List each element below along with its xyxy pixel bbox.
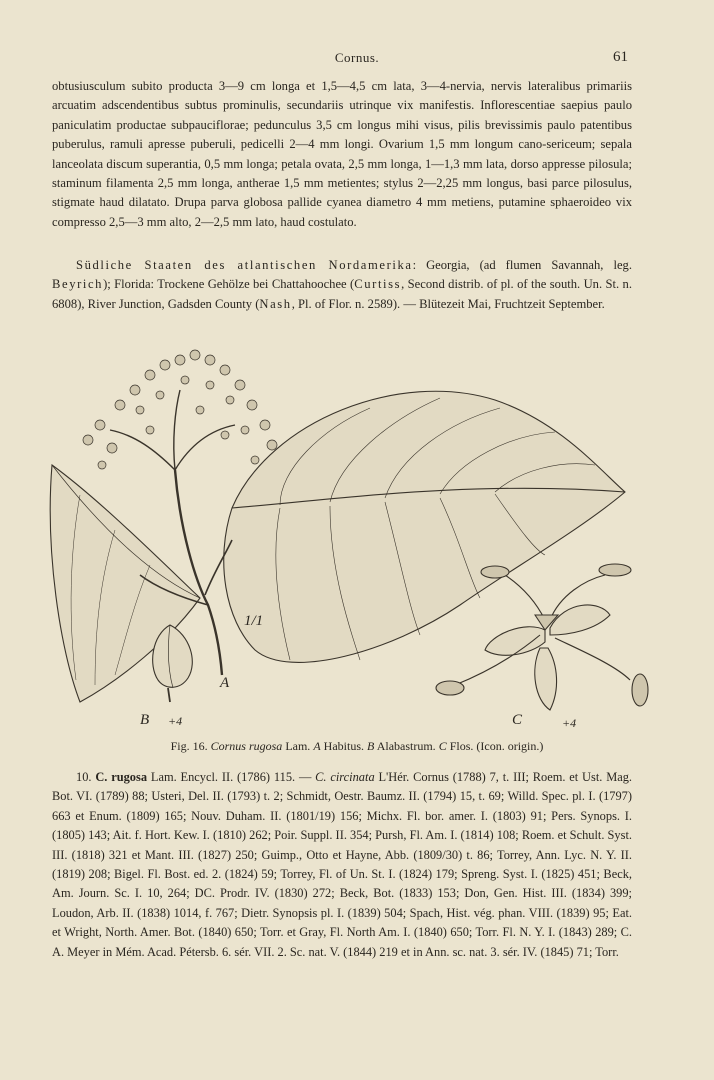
caption-letter-a: A <box>313 739 321 753</box>
distribution-text-a: : Georgia, (ad flumen Savannah, leg. <box>412 258 632 272</box>
figure-label-c: C <box>512 712 523 728</box>
caption-alabastrum: Alabastrum. <box>376 739 436 753</box>
distribution-paragraph <box>52 256 632 314</box>
running-head <box>0 50 714 70</box>
figure-caption <box>0 739 714 754</box>
caption-author: Lam. <box>285 739 311 753</box>
caption-fig-number: Fig. 16. <box>170 739 208 753</box>
species-entry <box>52 768 632 962</box>
collector-nash: Nash <box>259 296 292 311</box>
collector-curtiss: Curtiss <box>354 277 402 292</box>
collector-beyrich: Beyrich <box>52 277 104 292</box>
page-number: 61 <box>613 49 628 65</box>
entry-number: 10. <box>76 770 92 784</box>
running-title: Cornus. <box>334 50 380 65</box>
entry-species-name: C. rugosa <box>95 770 148 784</box>
description-paragraph <box>52 77 632 232</box>
flower-bud-drawing <box>153 625 193 702</box>
figure-label-c-magnification: +4 <box>562 716 577 730</box>
caption-letter-c: C <box>438 739 447 753</box>
figure-label-a: A <box>220 675 230 691</box>
figure-label-b: B <box>140 712 150 728</box>
distribution-text-c: , Second distrib. of pl. of the south. Un. St. n. 6808), River Junction, Gadsden County ( <box>52 277 632 311</box>
distribution-text-b: ); Florida: Trockene Gehölze bei Chattahoochee ( <box>103 277 355 292</box>
botanical-illustration <box>40 330 680 730</box>
caption-habitus: Habitus. <box>323 739 364 753</box>
distribution-text-d: , Pl. of Flor. n. 2589). — Blütezeit Mai, Fruchtzeit September. <box>291 296 605 311</box>
caption-species: Cornus rugosa <box>210 739 283 753</box>
entry-citation: Lam. Encycl. II. (1786) 115. — <box>150 770 316 784</box>
distribution-region: Südliche Staaten des atlantischen Nordamerika <box>76 258 413 272</box>
description-text: obtusiusculum subito producta 3—9 cm longa et 1,5—4,5 cm lata, 3—4-nervia, nervis lateralibus primariis arcuatim adscendentibus subtus prominulis, secundariis utrinque vix manifestis. Inflorescentiae saepius paulo paniculatim productae subpauciflorae; pedunculus 3,5 cm longus mihi visus, pilis brevissimis paulo patentibus puberulus, ramuli apresse puberuli, pedicelli 2—4 mm longi. Ovarium 1,5 mm longum cano-sericeum; sepala lanceolata discum superantia, 0,5 mm longa; petala ovata, 2,5 mm longa, 1—1,3 mm lata, dorso appresse pilosula; staminum filamenta 2,5 mm longa, antherae 1,5 mm metientes; stylus 2—2,25 mm longus, basi parce pilosulus, stigmate haud dilatato. Drupa parva globosa pallide cyanea diametro 4 mm metiens, putamine sphaeroideo vix compresso 2,5—3 mm alto, 2—2,5 mm lato, haud costulato. <box>52 79 632 229</box>
scale-label: 1/1 <box>244 613 264 629</box>
inflorescence-drawing <box>83 350 277 469</box>
figure-label-b-magnification: +4 <box>168 714 183 728</box>
caption-note: (Icon. origin.) <box>476 739 544 753</box>
entry-references: L'Hér. Cornus (1788) 7, t. III; Roem. et Ust. Mag. Bot. VI. (1789) 88; Usteri, Del. II. (1793) t. 2; Schmidt, Oestr. Baumz. II. (1794) 15, t. 69; Willd. Spec. pl. I. (1797) 663 et Enum. (1809) 165; Nouv. Duham. II. (1801/19) 156; Michx. Fl. bor. amer. I. (1803) 91; Pers. Synops. I. (1805) 143; Ait. f. Hort. Kew. I. (1810) 262; Poir. Suppl. II. 354; Pursh, Fl. Am. I. (1814) 108; Roem. et Schult. Syst. III. (1818) 321 et Mant. III. (1827) 250; Guimp., Otto et Hayne, Abb. (1809/30) t. 86; Torrey, Ann. Lyc. N. Y. II. (1819) 208; Bigel. Fl. Bost. ed. 2. (1824) 59; Torrey, Fl. of Un. St. I. (1824) 179; Spreng. Syst. I. (1825) 451; Beck, Am. Journ. Sc. I. 10, 264; DC. Prodr. IV. (1830) 272; Beck, Bot. (1833) 153; Don, Gen. Hist. III. (1834) 399; Loudon, Arb. II. (1838) 1014, f. 767; Dietr. Synopsis pl. I. (1839) 504; Spach, Hist. vég. phan. VIII. (1839) 95; Eat. et Wright, North. Amer. Bot. (1840) 650; Torr. et Gray, Fl. North Am. I. (1840) 650; Torr. Fl. N. Y. I. (1843) 289; C. A. Meyer in Mém. Acad. Pétersb. 6. sér. VII. 2. Sc. nat. V. (1844) 219 et in Ann. sc. nat. 3. sér. IV. (1845) 71; Torr. <box>52 770 632 959</box>
caption-flos: Flos. <box>449 739 474 753</box>
entry-synonym: C. circinata <box>315 770 375 784</box>
caption-letter-b: B <box>367 739 375 753</box>
illustration-drawing <box>40 330 680 730</box>
